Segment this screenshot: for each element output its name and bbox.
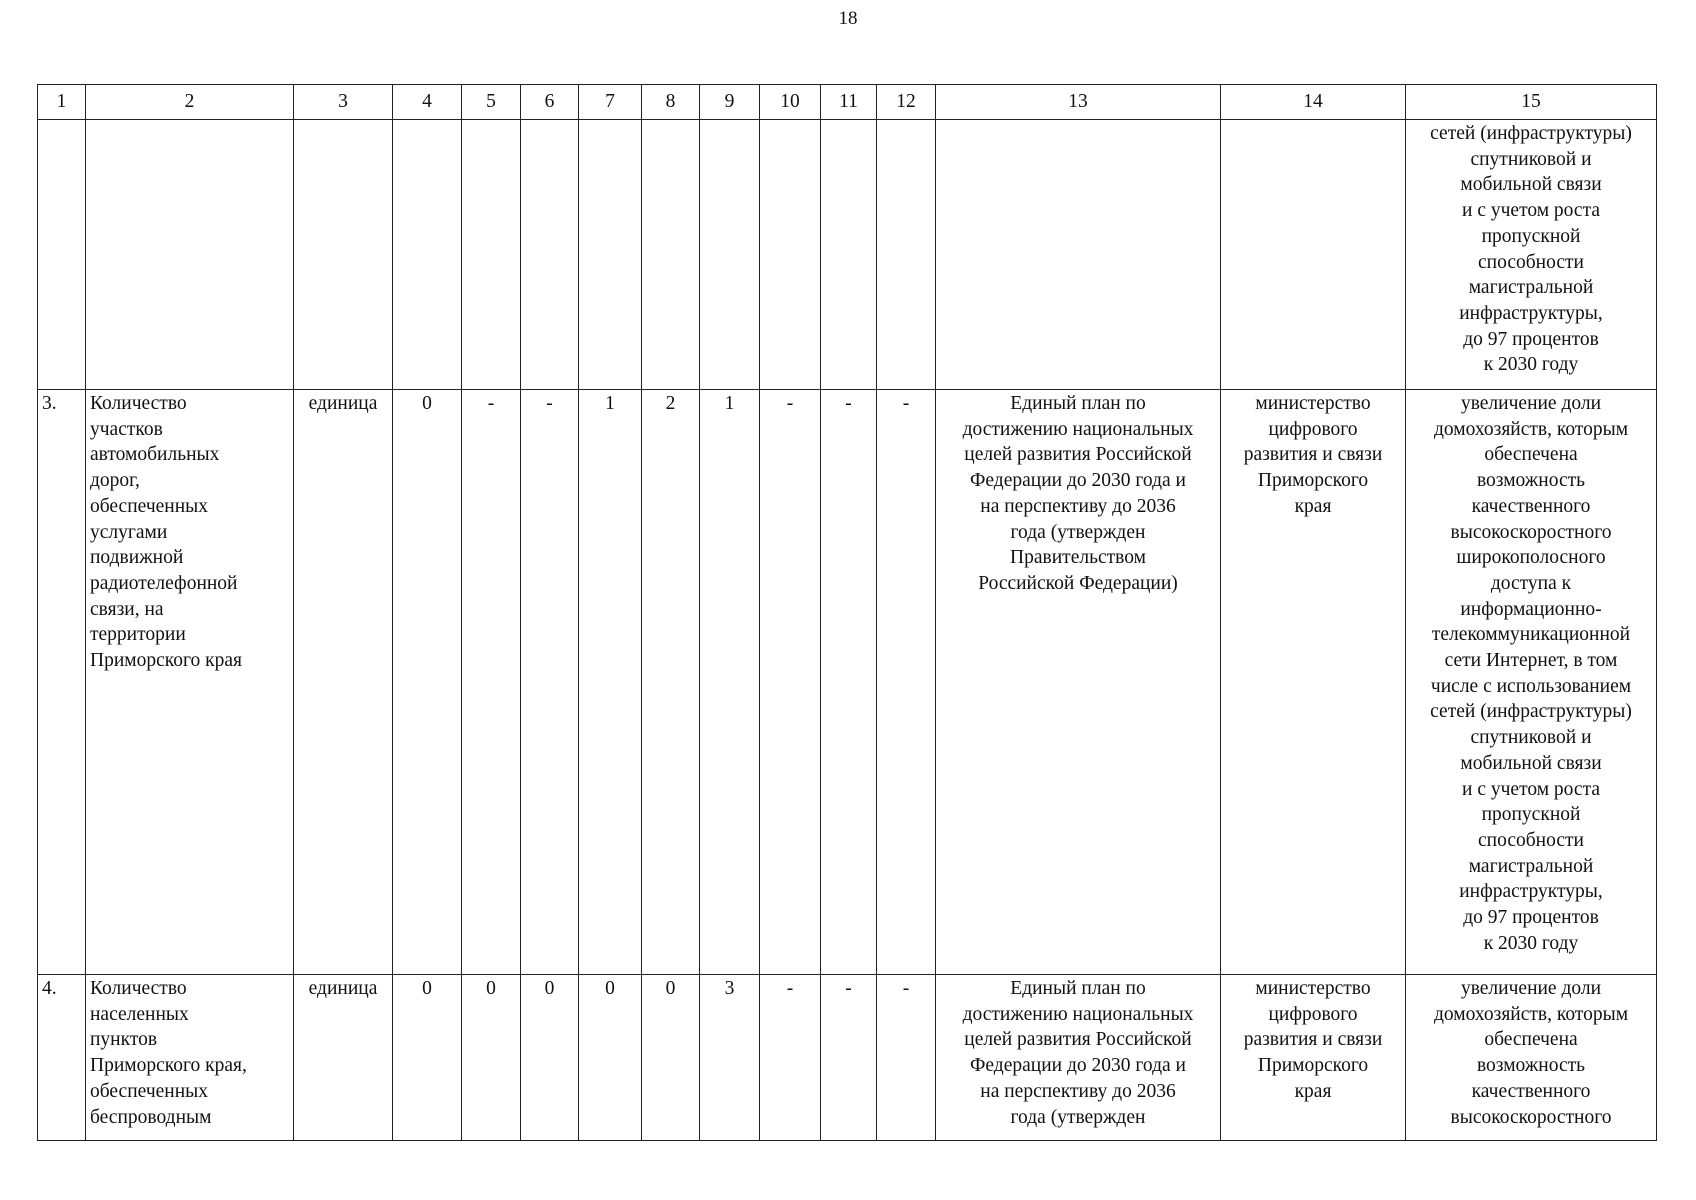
- value-col-7: 0: [579, 975, 642, 1141]
- indicator-name: [86, 120, 294, 390]
- text-line: телекоммуникационной: [1431, 624, 1631, 646]
- goal-description: [1406, 120, 1657, 390]
- text-line: домохозяйств, которым: [1433, 1003, 1629, 1025]
- text-line: достижению национальных: [962, 418, 1194, 440]
- text-line: спутниковой и: [1470, 727, 1592, 749]
- value-col-5: 0: [462, 975, 521, 1141]
- header-col-15: 15: [1406, 85, 1657, 120]
- value-col-11: [821, 120, 877, 390]
- text-line: края: [1294, 495, 1332, 517]
- text-line: радиотелефонной: [90, 572, 238, 594]
- text-line: сети Интернет, в том: [1444, 650, 1618, 672]
- text-line: домохозяйств, которым: [1433, 418, 1629, 440]
- text-line: министерство: [1255, 393, 1371, 414]
- header-col-14: 14: [1221, 85, 1406, 120]
- text-line: способности: [1478, 829, 1584, 851]
- value-col-6: [521, 120, 579, 390]
- value-col-10: -: [760, 390, 821, 975]
- row-number: 3.: [38, 390, 86, 975]
- header-col-6: 6: [521, 85, 579, 120]
- indicators-table: [37, 84, 1657, 1141]
- text-line: увеличение доли: [1460, 978, 1602, 999]
- text-line: дорог,: [90, 470, 140, 492]
- text-line: подвижной: [90, 547, 184, 569]
- value-col-5: [462, 120, 521, 390]
- text-line: сетей (инфраструктуры): [1430, 701, 1632, 723]
- text-line: населенных: [90, 1003, 189, 1025]
- value-col-10: [760, 120, 821, 390]
- header-col-1: 1: [38, 85, 86, 120]
- text-line: целей развития Российской: [964, 444, 1192, 466]
- unit-of-measure: единица: [294, 975, 393, 1141]
- header-col-3: 3: [294, 85, 393, 120]
- value-col-12: -: [877, 390, 936, 975]
- value-col-7: 1: [579, 390, 642, 975]
- goal-description: [1406, 975, 1657, 1141]
- text-line: высокоскоростного: [1450, 1106, 1612, 1128]
- text-line: возможность: [1476, 1055, 1586, 1077]
- text-line: достижению национальных: [962, 1003, 1194, 1025]
- text-line: развития и связи: [1243, 444, 1383, 466]
- text-line: на перспективу до 2036: [980, 1080, 1176, 1102]
- row-number: [38, 120, 86, 390]
- text-line: Приморского: [1257, 470, 1369, 492]
- header-col-2: 2: [86, 85, 294, 120]
- text-line: Приморского края: [90, 650, 242, 672]
- text-line: пропускной: [1481, 804, 1581, 826]
- value-col-4: 0: [393, 975, 462, 1141]
- header-col-5: 5: [462, 85, 521, 120]
- page-number: 18: [838, 8, 858, 29]
- text-line: магистральной: [1468, 855, 1594, 877]
- text-line: цифрового: [1268, 1003, 1358, 1025]
- value-col-9: [700, 120, 760, 390]
- text-line: Количество: [90, 978, 187, 999]
- text-line: доступа к: [1490, 572, 1572, 594]
- unit-of-measure: [294, 120, 393, 390]
- value-col-11: -: [821, 975, 877, 1141]
- text-line: Российской Федерации): [978, 572, 1178, 594]
- text-line: и с учетом роста: [1462, 200, 1600, 222]
- text-line: обеспечена: [1484, 1029, 1578, 1051]
- text-line: Приморского края,: [90, 1055, 247, 1077]
- text-line: целей развития Российской: [964, 1029, 1192, 1051]
- text-line: возможность: [1476, 470, 1586, 492]
- header-col-13: 13: [936, 85, 1221, 120]
- text-line: Федерации до 2030 года и: [970, 1055, 1186, 1077]
- text-line: к 2030 году: [1483, 354, 1579, 376]
- header-col-4: 4: [393, 85, 462, 120]
- text-line: сетей (инфраструктуры): [1430, 123, 1632, 144]
- value-col-4: 0: [393, 390, 462, 975]
- text-line: связи, на: [90, 598, 164, 620]
- table-row: [38, 390, 1657, 975]
- text-line: пропускной: [1481, 225, 1581, 247]
- table-row: [38, 975, 1657, 1141]
- responsible-body: [1221, 975, 1406, 1141]
- header-col-10: 10: [760, 85, 821, 120]
- text-line: до 97 процентов: [1463, 907, 1599, 929]
- text-line: автомобильных: [90, 444, 220, 466]
- source-document: [936, 390, 1221, 975]
- goal-description: [1406, 390, 1657, 975]
- value-col-8: [642, 120, 700, 390]
- text-line: обеспеченных: [90, 1080, 208, 1102]
- text-line: мобильной связи: [1460, 752, 1602, 774]
- text-line: спутниковой и: [1470, 148, 1592, 170]
- value-col-8: 0: [642, 975, 700, 1141]
- value-col-6: -: [521, 390, 579, 975]
- text-line: высокоскоростного: [1450, 521, 1612, 543]
- text-line: инфраструктуры,: [1459, 881, 1603, 903]
- header-col-11: 11: [821, 85, 877, 120]
- text-line: Приморского: [1257, 1055, 1369, 1077]
- text-line: числе с использованием: [1430, 675, 1632, 697]
- value-col-6: 0: [521, 975, 579, 1141]
- text-line: обеспечена: [1484, 444, 1578, 466]
- text-line: развития и связи: [1243, 1029, 1383, 1051]
- text-line: Единый план по: [1010, 393, 1146, 414]
- source-document: [936, 975, 1221, 1141]
- header-col-8: 8: [642, 85, 700, 120]
- text-line: Количество: [90, 393, 187, 414]
- value-col-4: [393, 120, 462, 390]
- text-line: широкополосного: [1456, 547, 1606, 569]
- indicator-name: [86, 390, 294, 975]
- value-col-11: -: [821, 390, 877, 975]
- value-col-8: 2: [642, 390, 700, 975]
- text-line: Единый план по: [1010, 978, 1146, 999]
- responsible-body: [1221, 390, 1406, 975]
- text-line: инфраструктуры,: [1459, 302, 1603, 324]
- text-line: качественного: [1471, 1080, 1591, 1102]
- responsible-body: [1221, 120, 1406, 390]
- text-line: пунктов: [90, 1029, 158, 1051]
- text-line: Правительством: [1010, 547, 1146, 569]
- row-number: 4.: [38, 975, 86, 1141]
- text-line: и с учетом роста: [1462, 778, 1600, 800]
- text-line: магистральной: [1468, 277, 1594, 299]
- header-col-9: 9: [700, 85, 760, 120]
- text-line: министерство: [1255, 978, 1371, 999]
- text-line: увеличение доли: [1460, 393, 1602, 414]
- header-row: [38, 85, 1657, 120]
- header-col-12: 12: [877, 85, 936, 120]
- value-col-12: [877, 120, 936, 390]
- unit-of-measure: единица: [294, 390, 393, 975]
- text-line: края: [1294, 1080, 1332, 1102]
- text-line: мобильной связи: [1460, 174, 1602, 196]
- text-line: услугами: [90, 521, 168, 543]
- text-line: года (утвержден: [1010, 1106, 1146, 1128]
- text-line: года (утвержден: [1010, 521, 1146, 543]
- value-col-10: -: [760, 975, 821, 1141]
- text-line: до 97 процентов: [1463, 328, 1599, 350]
- text-line: к 2030 году: [1483, 932, 1579, 954]
- value-col-12: -: [877, 975, 936, 1141]
- source-document: [936, 120, 1221, 390]
- text-line: беспроводным: [90, 1106, 212, 1128]
- text-line: информационно-: [1460, 598, 1602, 620]
- text-line: способности: [1478, 251, 1584, 273]
- header-col-7: 7: [579, 85, 642, 120]
- text-line: участков: [90, 418, 163, 440]
- indicator-name: [86, 975, 294, 1141]
- text-line: Федерации до 2030 года и: [970, 470, 1186, 492]
- value-col-5: -: [462, 390, 521, 975]
- text-line: качественного: [1471, 495, 1591, 517]
- text-line: цифрового: [1268, 418, 1358, 440]
- value-col-9: 1: [700, 390, 760, 975]
- value-col-7: [579, 120, 642, 390]
- table-row: [38, 120, 1657, 390]
- text-line: на перспективу до 2036: [980, 495, 1176, 517]
- text-line: обеспеченных: [90, 495, 208, 517]
- text-line: территории: [90, 624, 186, 646]
- value-col-9: 3: [700, 975, 760, 1141]
